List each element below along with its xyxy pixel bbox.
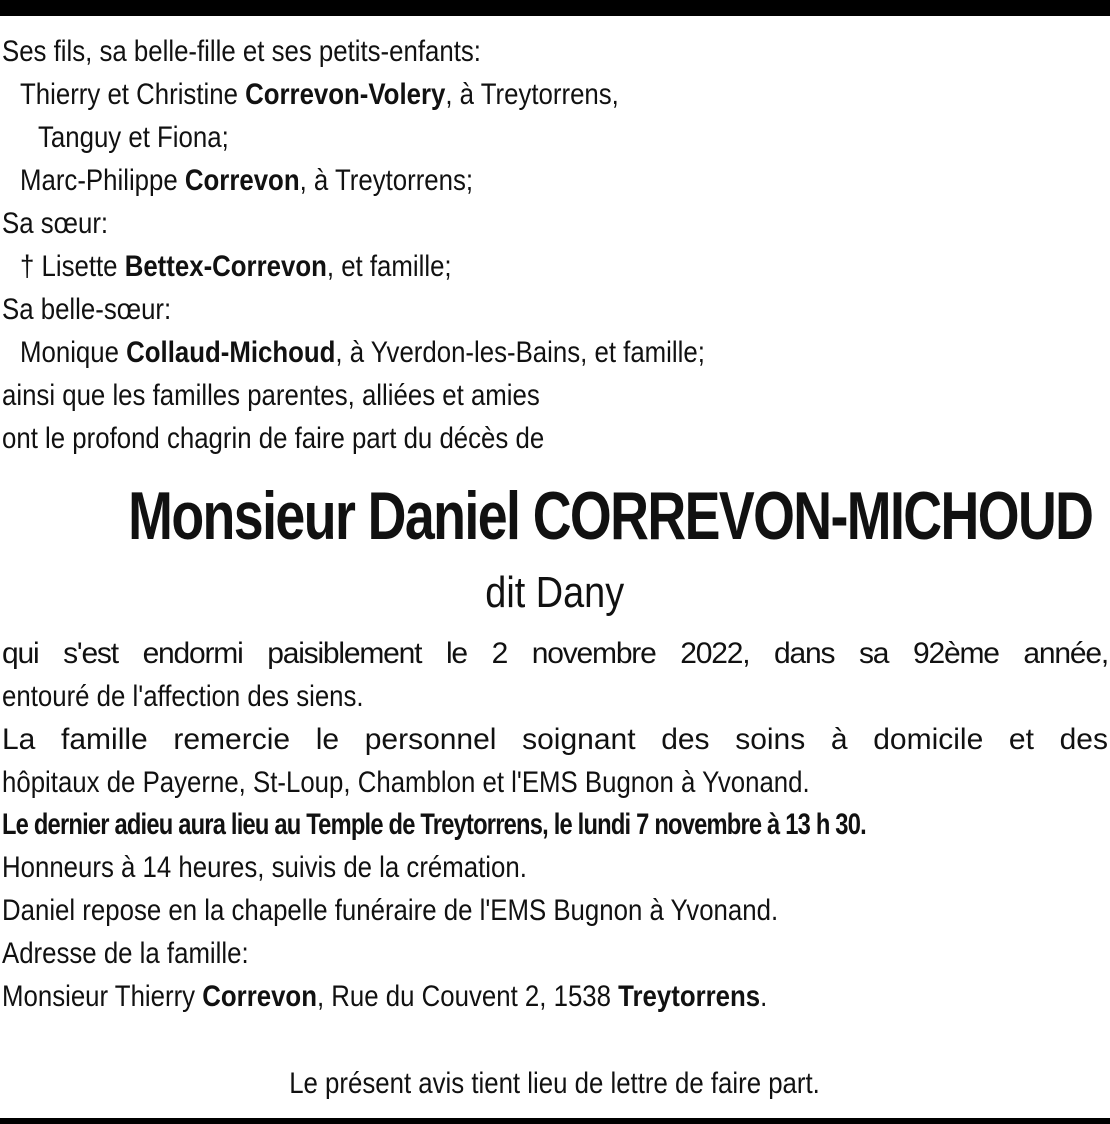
family-member-line: Marc-Philippe Correvon, à Treytorrens;	[20, 164, 474, 197]
family-member-line: Thierry et Christine Correvon-Volery, à Treytorrens,	[20, 78, 619, 111]
family-member-line: † Lisette Bettex-Correvon, et famille;	[20, 250, 452, 283]
thanks-word: soignant	[522, 723, 636, 756]
ceremony-info: Le dernier adieu aura lieu au Temple de Treytorrens, le lundi 7 novembre à 13 h 30.	[2, 808, 866, 841]
death-notice-word: 92ème	[912, 637, 999, 670]
thanks-word: le	[315, 723, 340, 756]
thanks-word: à	[830, 723, 848, 756]
family-intro-line: Ses fils, sa belle-fille et ses petits-enfants:	[2, 35, 481, 68]
death-notice-word: endormi	[142, 637, 243, 670]
top-border-rule	[0, 0, 1110, 16]
announcement-line: ont le profond chagrin de faire part du décès de	[2, 422, 545, 455]
death-notice-line-2: entouré de l'affection des siens.	[2, 680, 364, 713]
sister-heading: Sa sœur:	[2, 207, 109, 240]
death-notice-word: s'est	[63, 637, 118, 670]
honours-line: Honneurs à 14 heures, suivis de la crémation.	[2, 851, 527, 884]
death-notice-word: dans	[774, 637, 835, 670]
family-address: Monsieur Thierry Correvon, Rue du Couvent 2, 1538 Treytorrens.	[2, 980, 768, 1013]
thanks-word: domicile	[873, 723, 984, 756]
death-notice-word: qui	[2, 637, 39, 670]
thanks-word: des	[1059, 723, 1108, 756]
thanks-line	[2, 722, 1108, 758]
thanks-word: personnel	[364, 723, 497, 756]
thanks-word: soins	[735, 723, 806, 756]
death-notice-line	[2, 636, 1108, 672]
deceased-name: Monsieur Daniel CORREVON-MICHOUD	[128, 478, 1093, 554]
death-notice-word: 2	[491, 637, 508, 670]
thanks-line-2: hôpitaux de Payerne, St-Loup, Chamblon et l'EMS Bugnon à Yvonand.	[2, 766, 810, 799]
grandchildren-line: Tanguy et Fiona;	[38, 121, 229, 154]
bottom-border-rule	[0, 1118, 1110, 1124]
relatives-line: ainsi que les familles parentes, alliées et amies	[2, 379, 540, 412]
thanks-word: des	[661, 723, 710, 756]
thanks-word: et	[1008, 723, 1034, 756]
thanks-word: La	[2, 723, 36, 756]
death-notice-word: année,	[1023, 637, 1108, 670]
death-notice-word: paisiblement	[267, 637, 422, 670]
death-notice-word: sa	[859, 637, 889, 670]
thanks-word: famille	[61, 723, 148, 756]
rest-location-line: Daniel repose en la chapelle funéraire de l'EMS Bugnon à Yvonand.	[2, 894, 779, 927]
deceased-nickname: dit Dany	[485, 568, 625, 617]
address-label: Adresse de la famille:	[2, 937, 249, 970]
death-notice-word: le	[445, 637, 467, 670]
death-notice-word: novembre	[531, 637, 656, 670]
notice-footer: Le présent avis tient lieu de lettre de faire part.	[289, 1067, 821, 1100]
thanks-word: remercie	[173, 723, 291, 756]
death-notice-word: 2022,	[680, 637, 750, 670]
sister-in-law-heading: Sa belle-sœur:	[2, 293, 172, 326]
family-member-line: Monique Collaud-Michoud, à Yverdon-les-Bains, et famille;	[20, 336, 705, 369]
